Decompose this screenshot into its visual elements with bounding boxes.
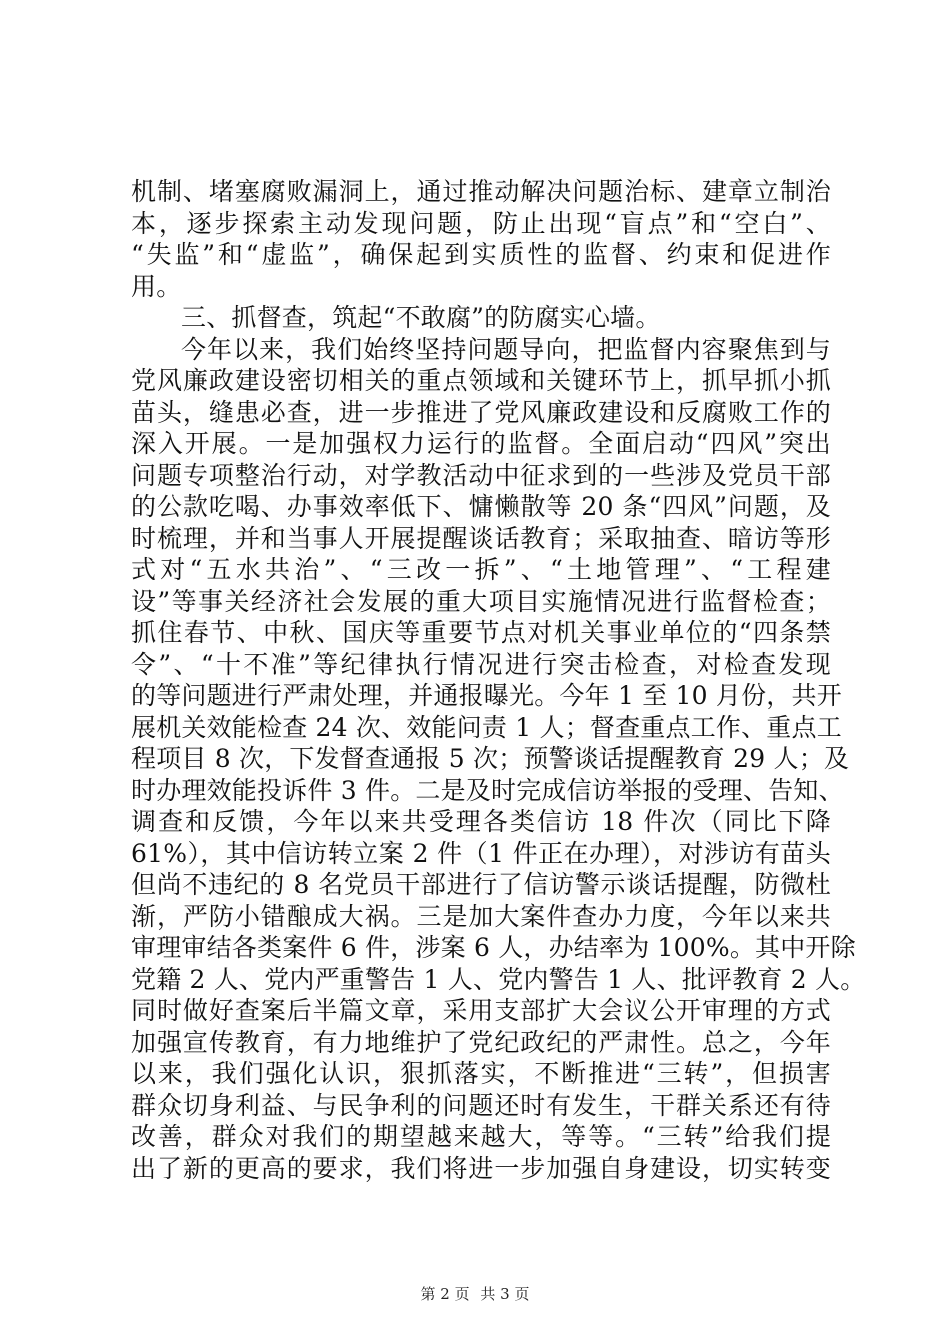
text-line: 改善，群众对我们的期望越来越大，等等。“三转”给我们提: [131, 1122, 831, 1151]
text-line: 式对“五水共治”、“三改一拆”、“土地管理”、“工程建: [131, 555, 831, 584]
text-line: 审理审结各类案件 6 件，涉案 6 人，办结率为 100%。其中开除: [131, 933, 856, 962]
text-line: 时办理效能投诉件 3 件。二是及时完成信访举报的受理、告知、: [131, 775, 844, 805]
text-line: “失监”和“虚监”，确保起到实质性的监督、约束和促进作: [131, 240, 831, 269]
document-body: [131, 176, 866, 1184]
text-line: 三、抓督查，筑起“不敢腐”的防腐实心墙。: [181, 303, 661, 332]
text-line: 时梳理，并和当事人开展提醒谈话教育；采取抽查、暗访等形: [131, 523, 831, 553]
text-line: 的公款吃喝、办事效率低下、慵懒散等 20 条“四风”问题，及: [131, 492, 831, 521]
text-line: 苗头，缝患必查，进一步推进了党风廉政建设和反腐败工作的: [131, 397, 831, 427]
page-number: 第 2 页: [420, 1285, 470, 1303]
text-line: 机制、堵塞腐败漏洞上，通过推动解决问题治标、建章立制治: [131, 177, 831, 206]
text-line: 调查和反馈，今年以来共受理各类信访 18 件次（同比下降: [131, 807, 831, 836]
text-line: 令”、“十不准”等纪律执行情况进行突击检查，对检查发现: [131, 649, 831, 679]
text-line: 群众切身利益、与民争利的问题还时有发生，干群关系还有待: [131, 1090, 831, 1120]
text-line: 加强宣传教育，有力地维护了党纪政纪的严肃性。总之，今年: [131, 1027, 831, 1057]
text-line: 抓住春节、中秋、国庆等重要节点对机关事业单位的“四条禁: [131, 618, 831, 647]
text-line: 设”等事关经济社会发展的重大项目实施情况进行监督检查；: [131, 586, 831, 616]
text-line: 展机关效能检查 24 次、效能问责 1 人；督查重点工作、重点工: [131, 712, 842, 742]
text-line: 但尚不违纪的 8 名党员干部进行了信访警示谈话提醒，防微杜: [131, 870, 831, 899]
page-footer: [0, 1284, 950, 1304]
text-line: 用。: [131, 271, 182, 301]
text-line: 深入开展。一是加强权力运行的监督。全面启动“四风”突出: [131, 429, 831, 458]
text-line: 渐，严防小错酿成大祸。三是加大案件查办力度，今年以来共: [131, 901, 831, 931]
page-total: 共 3 页: [480, 1285, 530, 1303]
text-line: 的等问题进行严肃处理，并通报曝光。今年 1 至 10 月份，共开: [131, 681, 842, 710]
text-line: 程项目 8 次，下发督查通报 5 次；预警谈话提醒教育 29 人；及: [131, 744, 850, 773]
text-line: 61%），其中信访转立案 2 件（1 件正在办理），对涉访有苗头: [131, 838, 831, 868]
text-line: 党风廉政建设密切相关的重点领域和关键环节上，抓早抓小抓: [131, 366, 831, 395]
text-line: 以来，我们强化认识，狠抓落实，不断推进“三转”，但损害: [131, 1059, 831, 1088]
text-line: 问题专项整治行动，对学教活动中征求到的一些涉及党员干部: [131, 460, 831, 490]
text-line: 本，逐步探索主动发现问题，防止出现“盲点”和“空白”、: [131, 208, 831, 238]
text-line: 党籍 2 人、党内严重警告 1 人、党内警告 1 人、批评教育 2 人。: [131, 964, 866, 994]
text-line: 今年以来，我们始终坚持问题导向，把监督内容聚焦到与: [181, 334, 831, 364]
text-line: 同时做好查案后半篇文章，采用支部扩大会议公开审理的方式: [131, 996, 831, 1025]
text-line: 出了新的更高的要求，我们将进一步加强自身建设，切实转变: [131, 1153, 831, 1183]
